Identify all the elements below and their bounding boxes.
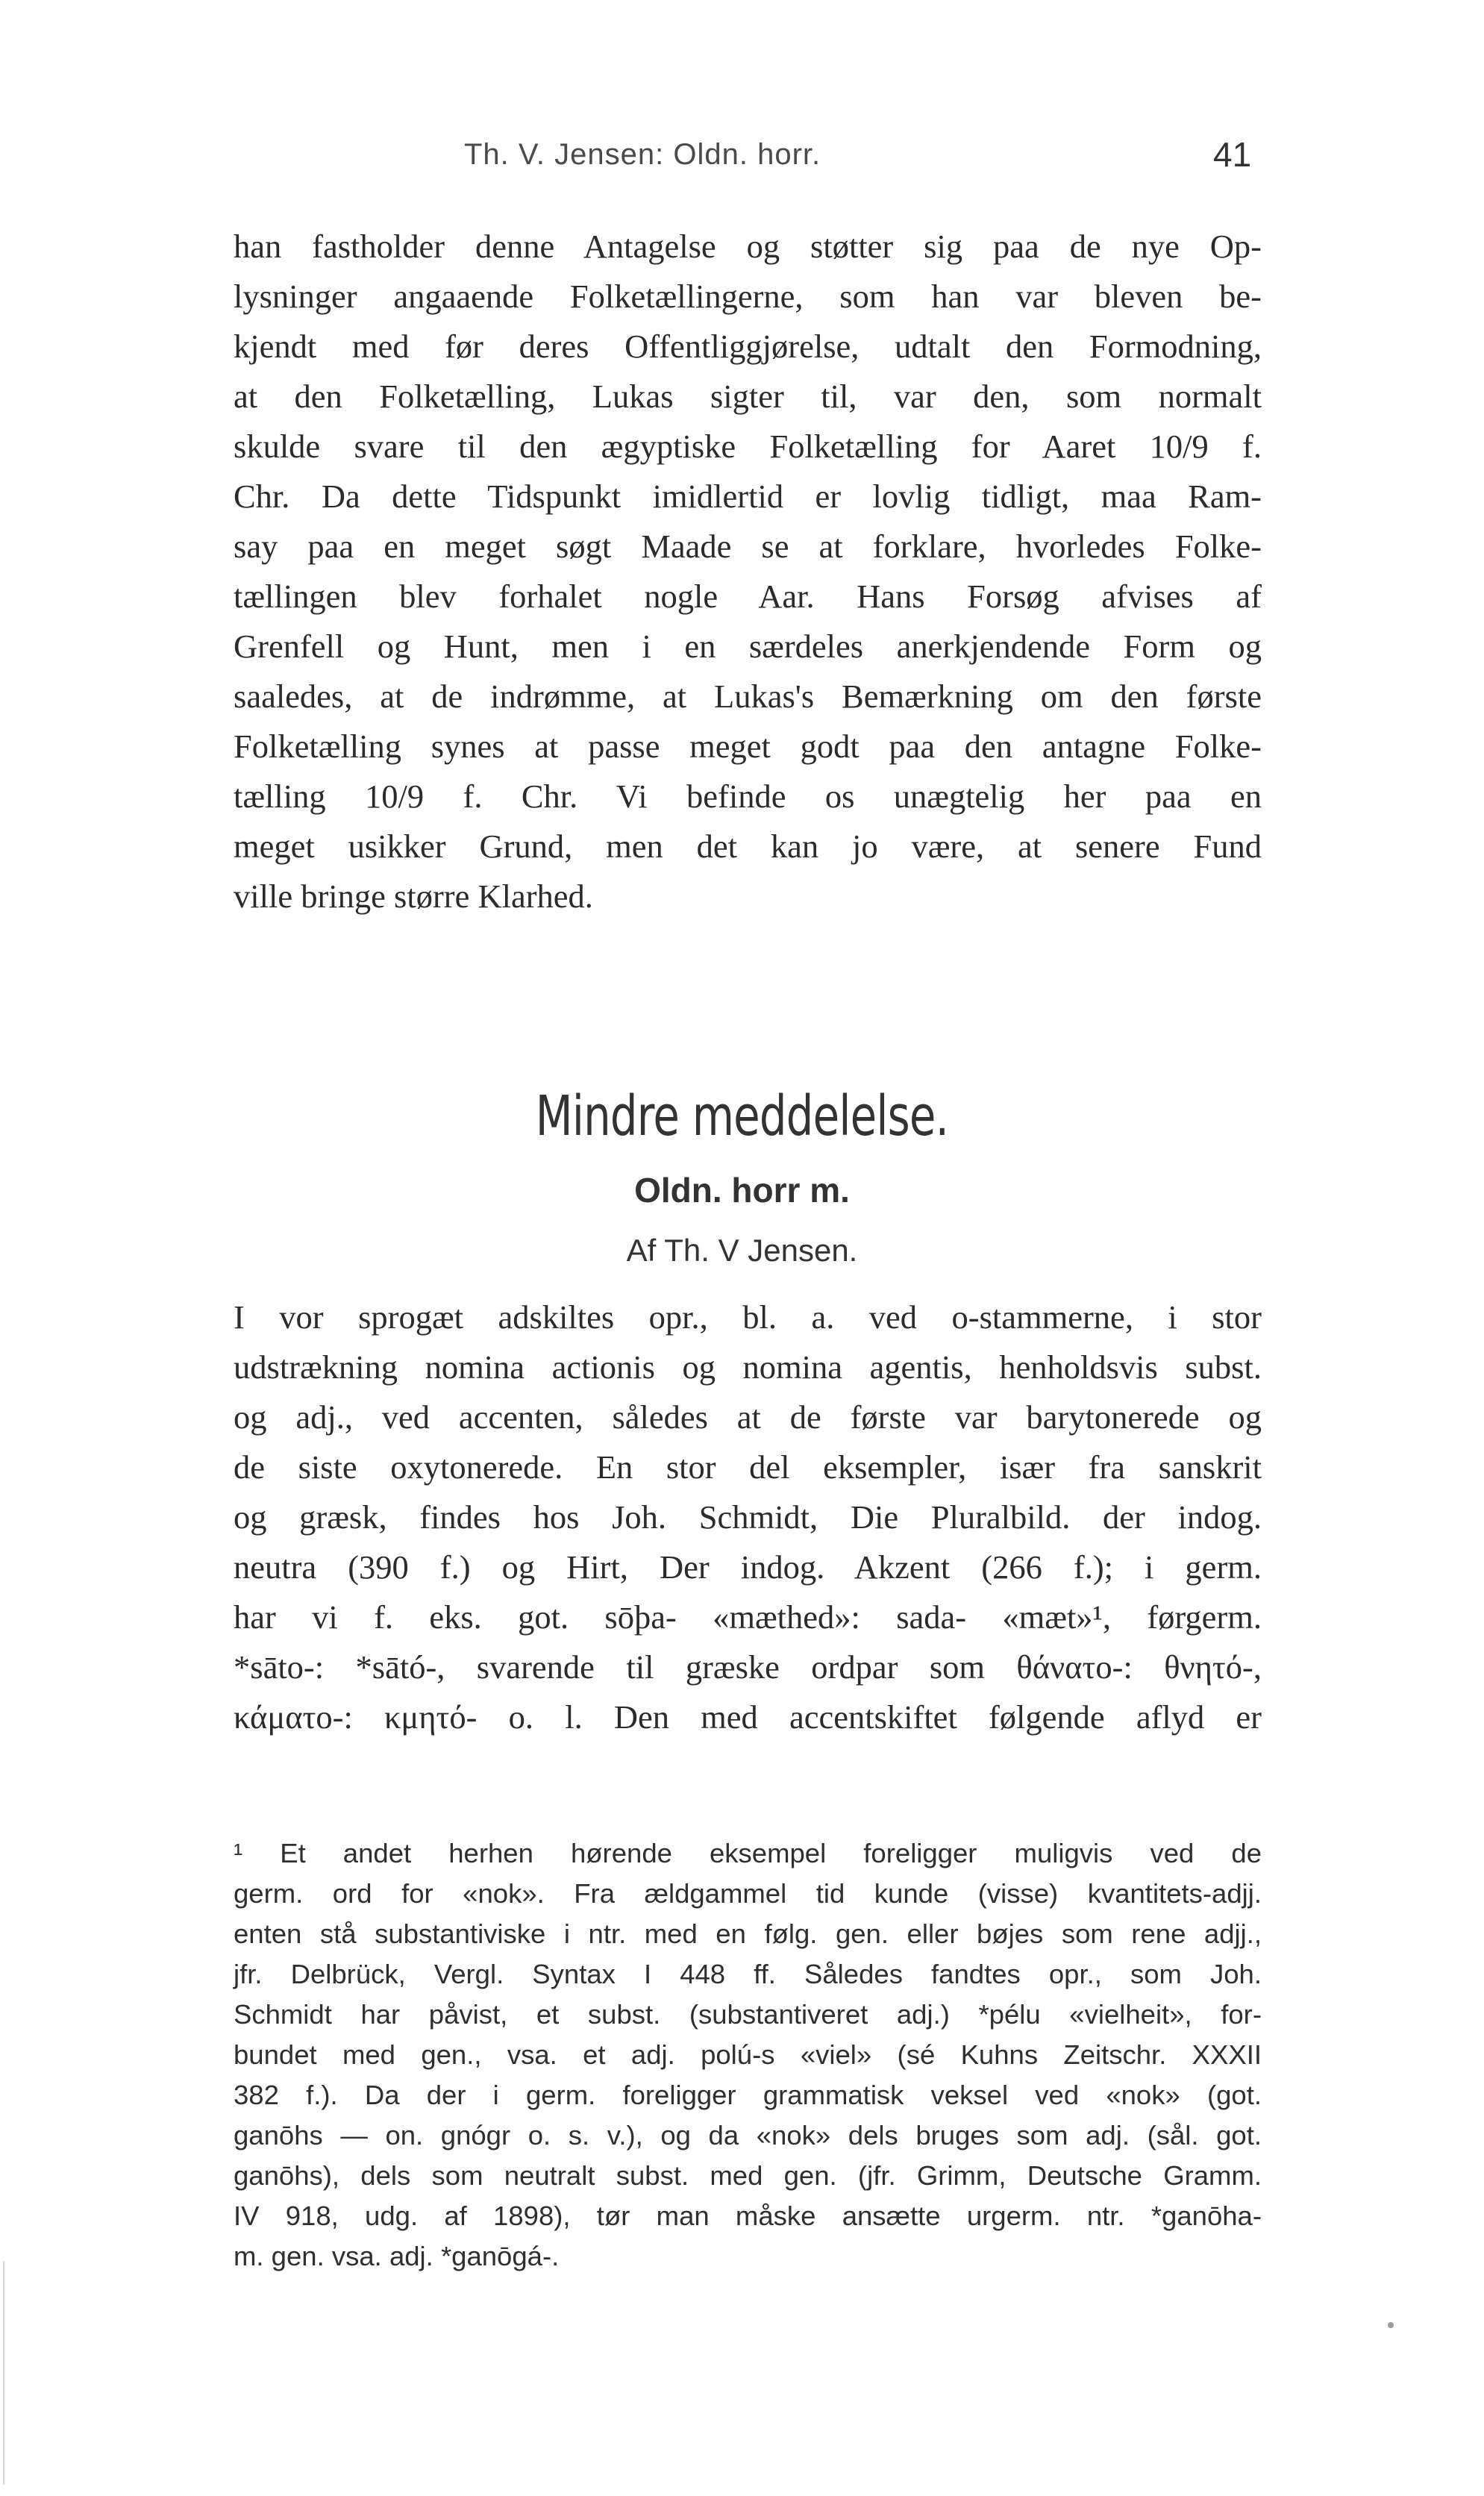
footnote-line: ganōhs — on. gnógr o. s. v.), og da «nok» dels bruges som adj. (sål. got.: [234, 2120, 1262, 2151]
text-line: at den Folketælling, Lukas sigter til, var den, som normalt: [234, 378, 1262, 415]
article-paragraph: [234, 1292, 1262, 1742]
text-line: tællingen blev forhalet nogle Aar. Hans Forsøg afvises af: [234, 578, 1262, 615]
section-title: Mindre meddelelse.: [535, 1084, 949, 1148]
footnote: [234, 1833, 1262, 2277]
text-line: har vi f. eks. got. sōþa- «mæthed»: sada- «mæt»¹, førgerm.: [234, 1598, 1262, 1636]
text-line: skulde svare til den ægyptiske Folketælling for Aaret 10/9 f.: [234, 428, 1262, 465]
text-line: de siste oxytonerede. En stor del eksempler, især fra sanskrit: [234, 1448, 1262, 1486]
page-number: 41: [1213, 135, 1252, 174]
running-head: Th. V. Jensen: Oldn. horr.: [464, 138, 821, 171]
text-line: say paa en meget søgt Maade se at forklare, hvorledes Folke-: [234, 528, 1262, 565]
text-line: Folketælling synes at passe meget godt paa den antagne Folke-: [234, 728, 1262, 765]
footnote-line: 382 f.). Da der i germ. foreligger grammatisk veksel ved «nok» (got.: [234, 2080, 1262, 2110]
footnote-line: ganōhs), dels som neutralt subst. med gen. (jfr. Grimm, Deutsche Gramm.: [234, 2160, 1262, 2191]
footnote-line: IV 918, udg. af 1898), tør man måske ansætte urgerm. ntr. *ganōha-: [234, 2201, 1262, 2231]
footnote-line: jfr. Delbrück, Vergl. Syntax I 448 ff. Således fandtes opr., som Joh.: [234, 1959, 1262, 1989]
text-line: udstrækning nomina actionis og nomina agentis, henholdsvis subst.: [234, 1348, 1262, 1386]
footnote-line: germ. ord for «nok». Fra ældgammel tid kunde (visse) kvantitets-adjj.: [234, 1878, 1262, 1909]
text-line: ville bringe større Klarhed.: [234, 878, 593, 915]
text-line: *sāto-: *sātó-, svarende til græske ordpar som θάνατο-: θνητό-,: [234, 1648, 1262, 1686]
article-author: Af Th. V Jensen.: [626, 1233, 858, 1268]
footnote-line: ¹ Et andet herhen hørende eksempel foreligger muligvis ved de: [234, 1838, 1262, 1868]
text-line: han fastholder denne Antagelse og støtter sig paa de nye Op-: [234, 228, 1262, 265]
footnote-line: bundet med gen., vsa. et adj. polú-s «viel» (sé Kuhns Zeitschr. XXXII: [234, 2039, 1262, 2070]
text-line: og adj., ved accenten, således at de første var barytonerede og: [234, 1398, 1262, 1436]
text-line: Grenfell og Hunt, men i en særdeles anerkjendende Form og: [234, 628, 1262, 665]
text-line: og græsk, findes hos Joh. Schmidt, Die Pluralbild. der indog.: [234, 1498, 1262, 1536]
text-line: lysninger angaaende Folketællingerne, som han var bleven be-: [234, 278, 1262, 315]
text-line: I vor sprogæt adskiltes opr., bl. a. ved o-stammerne, i stor: [234, 1298, 1262, 1336]
ink-speck: [1388, 2322, 1394, 2328]
footnote-line: m. gen. vsa. adj. *ganōgá-.: [234, 2241, 560, 2271]
footnote-line: Schmidt har påvist, et subst. (substantiveret adj.) *pélu «vielheit», for-: [234, 1999, 1262, 2030]
text-line: meget usikker Grund, men det kan jo være, at senere Fund: [234, 828, 1262, 865]
continuation-paragraph: [234, 222, 1262, 922]
text-line: Chr. Da dette Tidspunkt imidlertid er lovlig tidligt, maa Ram-: [234, 478, 1262, 515]
text-line: saaledes, at de indrømme, at Lukas's Bemærkning om den første: [234, 678, 1262, 715]
text-line: neutra (390 f.) og Hirt, Der indog. Akzent (266 f.); i germ.: [234, 1548, 1262, 1586]
article-title: Oldn. horr m.: [634, 1171, 850, 1210]
page-edge-shadow: [3, 2261, 4, 2485]
text-line: κάματο-: κμητό- o. l. Den med accentskiftet følgende aflyd er: [234, 1698, 1262, 1736]
footnote-line: enten stå substantiviske i ntr. med en følg. gen. eller bøjes som rene adjj.,: [234, 1918, 1262, 1949]
text-line: kjendt med før deres Offentliggjørelse, udtalt den Formodning,: [234, 328, 1262, 365]
text-line: tælling 10/9 f. Chr. Vi befinde os unægtelig her paa en: [234, 778, 1262, 815]
